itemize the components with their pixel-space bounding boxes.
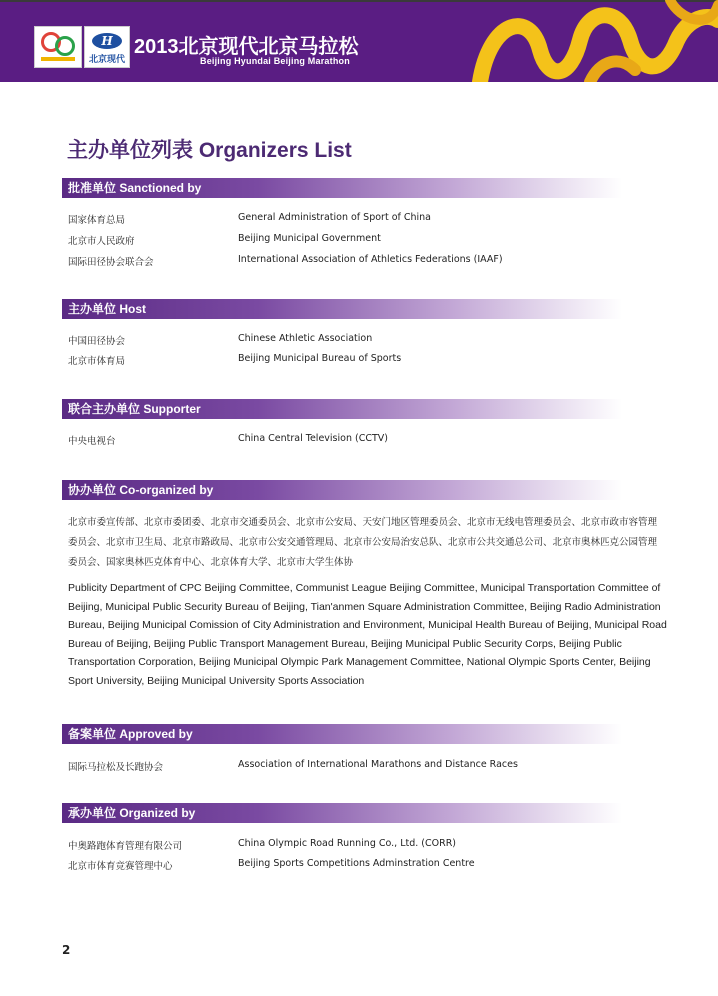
section-header-supporter — [62, 399, 622, 419]
header-banner — [0, 0, 718, 82]
org-name-en: Beijing Municipal Bureau of Sports — [238, 353, 402, 364]
org-name-cn: 中国田径协会 — [68, 336, 126, 347]
org-name-cn: 北京市人民政府 — [68, 236, 135, 247]
org-name-en: Association of International Marathons and Distance Races — [238, 759, 518, 770]
org-name-cn: 中奥路跑体育管理有限公司 — [68, 841, 183, 852]
section-label: 联合主办单位 Supporter — [68, 402, 201, 416]
coorganizers-en-paragraph: Publicity Department of CPC Beijing Committee, Communist League Beijing Committee, Municipal Transportation Committee of Beijing, Municipal Public Security Bureau of Beijing, Tian'anmen Square Administration Committee, Beijing Radio Administration Bureau, Beijing Municipal Comission of City Administration and Environment, Municipal Health Bureau of Beijing, Municipal Road Bureau of Beijing, Beijing Public Transport Management Bureau, Beijing Municipal Public Security Corps, Beijing Public Transportation Corporation, Beijing Municipal Olympic Park Management Committee, National Olympic Sports Center, Beijing Sport University, Beijing Municipal University Sports Association — [68, 582, 667, 687]
page-number: 2 — [62, 943, 71, 957]
marathon-logo — [34, 26, 82, 68]
page-title: 主办单位列表 Organizers List — [67, 139, 352, 162]
section-header-sanctioned — [62, 178, 622, 198]
org-name-cn: 北京市体育局 — [68, 356, 126, 367]
org-name-en: International Association of Athletics Federations (IAAF) — [238, 254, 503, 265]
section-header-approved — [62, 724, 622, 744]
org-name-cn: 北京市体育竞赛管理中心 — [68, 861, 173, 872]
org-name-cn: 国际田径协会联合会 — [68, 257, 154, 268]
section-label: 批准单位 Sanctioned by — [68, 181, 202, 195]
coorganizers-cn-paragraph: 北京市委宣传部、北京市委团委、北京市交通委员会、北京市公安局、天安门地区管理委员会、北京市无线电管理委员会、北京市政市容管理委员会、北京市卫生局、北京市路政局、北京市公安交通管理局、北京市公安局治安总队、北京市公共交通总公司、北京市奥林匹克公园管理委员会、国家奥林匹克体育中心、北京体育大学、北京市大学生体协 — [68, 517, 658, 568]
hyundai-mark: H — [101, 34, 113, 48]
section-label: 协办单位 Co-organized by — [68, 483, 214, 497]
event-subtitle: Beijing Hyundai Beijing Marathon — [200, 56, 350, 66]
org-name-en: China Olympic Road Running Co., Ltd. (CORR) — [238, 838, 457, 849]
event-title: 2013北京现代北京马拉松 — [134, 36, 359, 58]
section-header-host — [62, 299, 622, 319]
org-name-en: Beijing Municipal Government — [238, 233, 381, 244]
section-header-coorganized — [62, 480, 622, 500]
org-name-en: Beijing Sports Competitions Adminstration Centre — [238, 858, 475, 869]
section-label: 承办单位 Organized by — [68, 806, 196, 820]
hyundai-brand-text: 北京现代 — [88, 55, 125, 65]
org-name-en: China Central Television (CCTV) — [238, 433, 388, 444]
org-name-cn: 国际马拉松及长跑协会 — [68, 762, 164, 773]
decorative-swirl-icon — [470, 0, 718, 82]
hyundai-logo — [84, 26, 130, 68]
section-label: 主办单位 Host — [68, 302, 147, 316]
org-name-cn: 国家体育总局 — [68, 215, 126, 226]
section-label: 备案单位 Approved by — [68, 727, 193, 741]
org-name-en: General Administration of Sport of China — [238, 212, 432, 223]
org-name-en: Chinese Athletic Association — [238, 333, 373, 344]
section-header-organized — [62, 803, 622, 823]
org-name-cn: 中央电视台 — [68, 436, 116, 447]
